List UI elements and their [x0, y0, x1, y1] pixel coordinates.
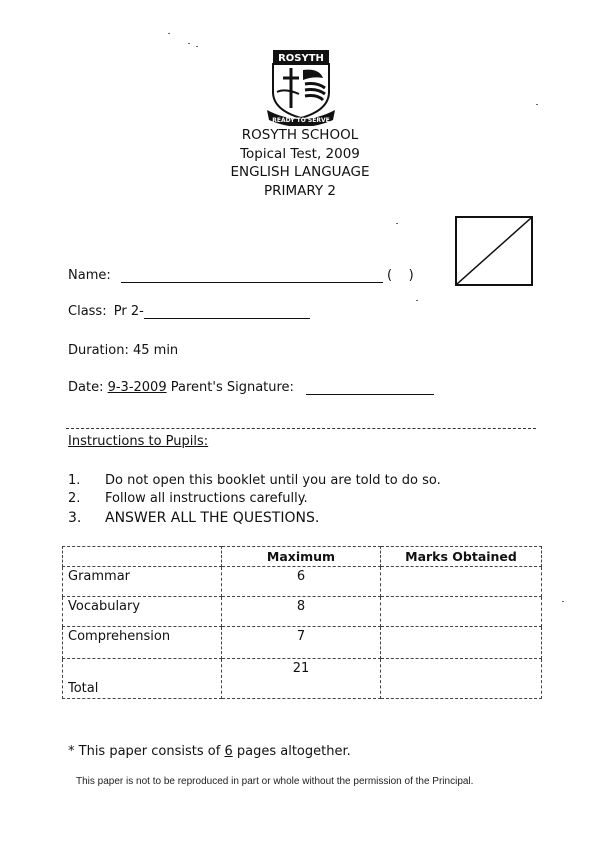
scan-speck — [562, 601, 564, 602]
instruction-text: Do not open this booklet until you are told to do so. — [105, 473, 441, 488]
obtained-marks[interactable] — [381, 659, 542, 699]
scan-speck — [536, 104, 538, 105]
scan-speck — [196, 46, 198, 47]
school-crest-logo — [263, 48, 339, 126]
name-label: Name: — [68, 268, 111, 283]
class-row — [68, 304, 310, 319]
instruction-text: Follow all instructions carefully. — [105, 491, 308, 506]
section-name: Comprehension — [63, 627, 222, 659]
instruction-item — [0, 510, 600, 528]
table-row — [63, 597, 542, 627]
instruction-item — [0, 473, 600, 491]
class-number-paren: ( ) — [387, 268, 414, 283]
scan-speck — [416, 300, 418, 301]
class-label: Class: — [68, 304, 107, 319]
header-maximum: Maximum — [222, 547, 381, 567]
max-marks: 21 — [222, 659, 381, 699]
subject-title: ENGLISH LANGUAGE — [230, 164, 370, 180]
crest-motto: READY TO SERVE — [272, 117, 330, 124]
date-row — [68, 380, 434, 395]
scan-speck — [168, 33, 170, 34]
table-row-total — [63, 659, 542, 699]
level-title: PRIMARY 2 — [263, 183, 337, 199]
section-name: Grammar — [63, 567, 222, 597]
pages-count: 6 — [224, 744, 233, 759]
date-value: 9-3-2009 — [107, 380, 167, 395]
table-row — [63, 627, 542, 659]
crest-top-text: ROSYTH — [278, 53, 324, 64]
max-marks: 6 — [222, 567, 381, 597]
table-header-row — [63, 547, 542, 567]
max-marks: 7 — [222, 627, 381, 659]
header-cell — [63, 547, 222, 567]
separator-line — [66, 428, 536, 429]
instruction-item — [0, 491, 600, 509]
scan-speck — [188, 43, 190, 44]
pages-note-prefix: * This paper consists of — [68, 744, 225, 759]
section-name: Vocabulary — [63, 597, 222, 627]
name-row — [68, 268, 414, 283]
school-name: ROSYTH SCHOOL — [241, 127, 359, 143]
pages-note — [68, 744, 351, 759]
score-box — [455, 216, 533, 286]
instruction-text: ANSWER ALL THE QUESTIONS. — [105, 510, 320, 526]
instruction-number: 3. — [68, 510, 82, 526]
signature-field[interactable] — [306, 382, 434, 395]
max-marks: 8 — [222, 597, 381, 627]
date-label: Date: — [68, 380, 104, 395]
duration-text: Duration: 45 min — [68, 343, 179, 358]
class-value: Pr 2- — [113, 304, 144, 319]
obtained-marks[interactable] — [381, 597, 542, 627]
test-title: Topical Test, 2009 — [240, 146, 360, 162]
instruction-number: 2. — [68, 491, 81, 506]
section-name: Total — [63, 659, 222, 699]
signature-label: Parent's Signature: — [170, 380, 294, 395]
header-marks-obtained: Marks Obtained — [381, 547, 542, 567]
copyright-notice: This paper is not to be reproduced in part or whole without the permission of the Principal. — [76, 776, 474, 787]
class-field[interactable] — [144, 306, 310, 319]
scan-speck — [396, 223, 398, 224]
obtained-marks[interactable] — [381, 567, 542, 597]
instructions-title: Instructions to Pupils: — [68, 434, 209, 449]
instruction-number: 1. — [68, 473, 81, 488]
table-row — [63, 567, 542, 597]
name-field[interactable] — [121, 270, 383, 283]
marks-table — [62, 546, 542, 699]
pages-note-suffix: pages altogether. — [232, 744, 351, 759]
obtained-marks[interactable] — [381, 627, 542, 659]
